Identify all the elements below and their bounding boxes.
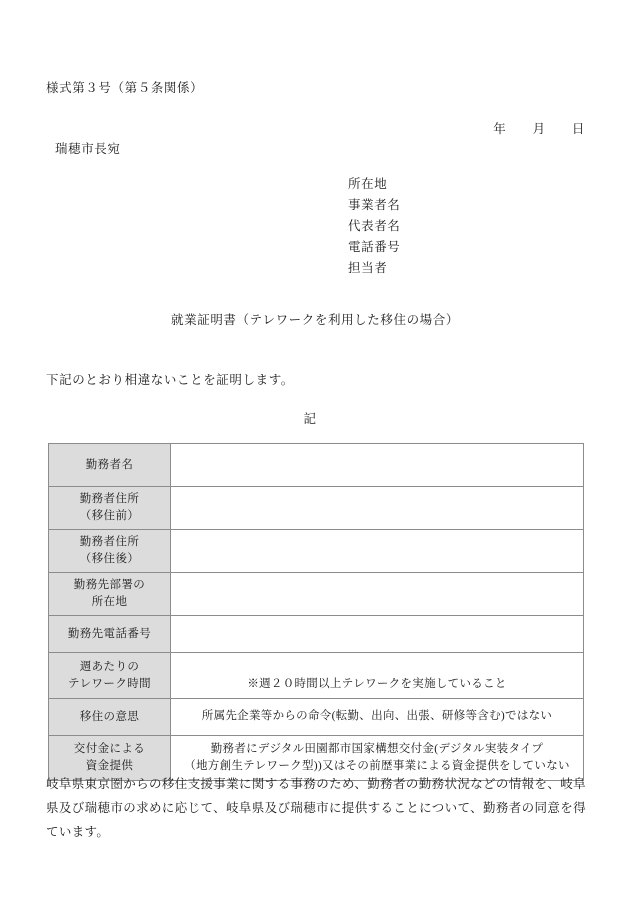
row-label-weekly-telework-hours: 週あたりの テレワーク時間	[49, 653, 171, 699]
table-row	[49, 444, 584, 487]
row-value-worker-name[interactable]	[171, 444, 584, 487]
row-label-worker-address-after: 勤務者住所 （移住後）	[49, 530, 171, 573]
row-value-workplace-department-location[interactable]	[171, 573, 584, 616]
row-value-workplace-phone[interactable]	[171, 616, 584, 653]
page-title: 就業証明書（テレワークを利用した移住の場合）	[171, 313, 459, 327]
addressee-line: 瑞穂市長宛	[55, 142, 121, 156]
issuer-field-contact-person: 担当者	[348, 261, 388, 275]
row-label-worker-address-before: 勤務者住所 （移住前）	[49, 487, 171, 530]
issuer-field-business-name: 事業者名	[348, 198, 401, 212]
issuer-block	[348, 174, 400, 279]
row-value-weekly-telework-hours[interactable]: ※週２０時間以上テレワークを実施していること	[171, 653, 584, 699]
date-line: 年 月 日	[493, 122, 585, 136]
row-value-relocation-intent[interactable]: 所属先企業等からの命令(転勤、出向、出張、研修等含む)ではない	[171, 699, 584, 736]
table-row	[49, 616, 584, 653]
table-row	[49, 653, 584, 699]
row-label-workplace-department-location: 勤務先部署の 所在地	[49, 573, 171, 616]
row-label-worker-name: 勤務者名	[49, 444, 171, 487]
row-label-relocation-intent: 移住の意思	[49, 699, 171, 736]
row-label-grant-funding: 交付金による 資金提供	[49, 736, 171, 781]
issuer-field-location: 所在地	[348, 177, 388, 191]
row-value-grant-funding[interactable]: 勤務者にデジタル田園都市国家構想交付金(デジタル実装タイプ （地方創生テレワーク型))又はその前歴事業による資金提供をしていない	[171, 736, 584, 781]
certification-statement: 下記のとおり相違ないことを証明します。	[46, 373, 294, 387]
employment-certificate-table	[48, 443, 584, 781]
table-row	[49, 699, 584, 736]
issuer-field-phone-number: 電話番号	[348, 240, 401, 254]
ki-marker: 記	[303, 412, 317, 426]
row-label-workplace-phone: 勤務先電話番号	[49, 616, 171, 653]
consent-note: 岐阜県東京圏からの移住支援事業に関する事務のため、勤務者の勤務状況などの情報を、岐阜県及び瑞穂市の求めに応じて、岐阜県及び瑞穂市に提供することについて、勤務者の同意を得ています。	[46, 777, 586, 839]
row-value-worker-address-after[interactable]	[171, 530, 584, 573]
table-row	[49, 487, 584, 530]
table-row	[49, 573, 584, 616]
issuer-field-representative-name: 代表者名	[348, 219, 401, 233]
form-number: 様式第３号（第５条関係）	[46, 81, 204, 95]
row-value-worker-address-before[interactable]	[171, 487, 584, 530]
table-row	[49, 530, 584, 573]
